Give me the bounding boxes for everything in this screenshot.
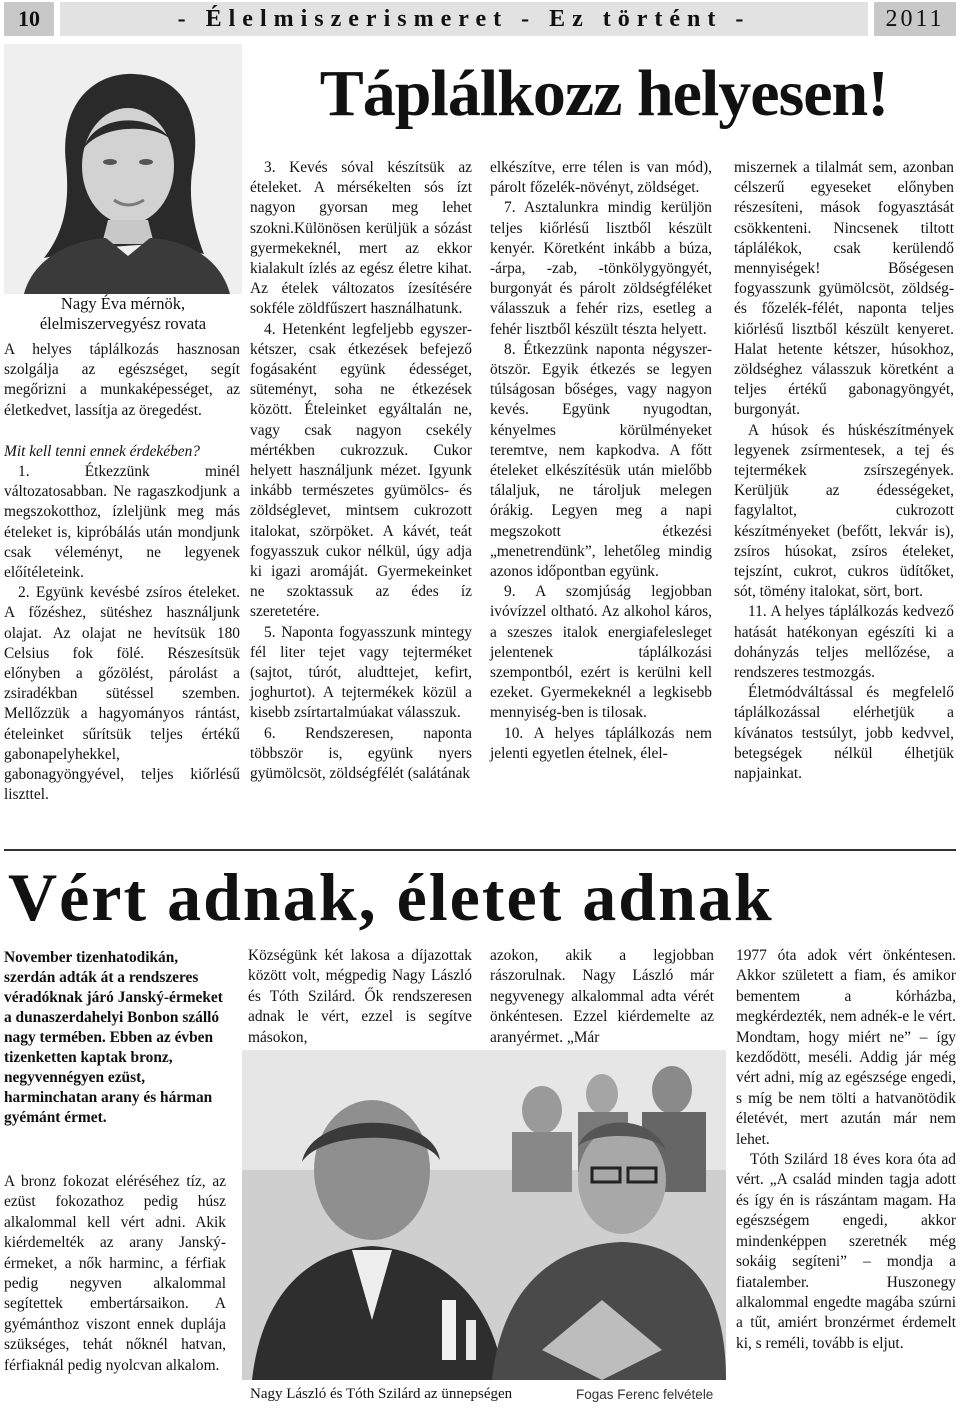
paragraph: 9. A szomjúság legjobban ivóvízzel oltható. Az alkohol káros, a szeszes italok energiafelesleget jelentenek táplálkozási szempontból, ezért is kerülni kell ezeket. Gyermekeknél a legkisebb mennyiség-ben is tilosak. <box>490 583 712 722</box>
article1-column-4 <box>734 158 954 784</box>
paragraph: Községünk két lakosa a díjazottak között volt, mégpedig Nagy László és Tóth Szilárd. Ők rendszeresen adnak le vért, ezzel is segítve másokon, <box>248 947 472 1046</box>
paragraph: 7. Asztalunkra mindig kerüljön teljes kiőrlésű lisztből készült kenyér. Köretként inkább a búza, -árpa, -zab, -tönkölygyöngyét, burgonyát és párolt zöldségféléket válasszuk a fehér rizs, esetleg a fehér lisztből készült tészta helyett. <box>490 199 712 338</box>
question-heading: Mit kell tenni ennek érdekében? <box>4 442 200 460</box>
author-portrait <box>4 44 242 294</box>
paragraph: 5. Naponta fogyasszunk mintegy fél liter tejet vagy tejterméket (sajtot, túrót, aludttejet, kefirt, joghurtot). A tejtermékek közül a kisebb zsírtartalmúakat válasszuk. <box>250 623 472 722</box>
section-divider <box>4 849 956 851</box>
caption-line-1: Nagy Éva mérnök, <box>60 294 186 313</box>
photo-credit: Fogas Ferenc felvétele <box>576 1387 714 1402</box>
article1-column-2 <box>250 158 472 784</box>
article2-column-4 <box>736 946 956 1354</box>
paragraph: A húsok és húskészítmények legyenek zsírmentesek, a tej és tejtermékek zsírszegények. Kerüljük az édességeket, fagylaltot, cukrozott készítményeket (befőtt, lekvár is), zsíros húsokat, zsíros ételeket, tejszínt, cukrot, cukros üdítőket, sót, tömény italokat, sört, bort. <box>734 421 954 601</box>
paragraph: 3. Kevés sóval készítsük az ételeket. A mérsékelten sós ízt nagyon gyorsan meg lehet szokni.Különösen kerüljük a sózást gyermekeknél, mert az ekkor kialakult ízlés az egész életre kihat. Az ételek változatos ízesítésére sokféle zöldfűszert használhatunk. <box>250 159 472 318</box>
paragraph: 2. Együnk kevésbé zsíros ételeket. A főzéshez, sütéshez használjunk olajat. Az olajat ne hevítsük 180 Celsius fok fölé. Részesítsük előnyben a gőzölést, párolást a zsiradékban sütéssel szemben. Mellőzzük a hagyományos rántást, ételeinket sűrítsük teljes értékű gabonapelyhekkel, gabonagyöngyével, teljes kiőrlésű liszttel. <box>4 584 240 804</box>
page-header <box>0 0 960 40</box>
paragraph: elkészítve, erre télen is van mód), párolt főzelék-növényt, zöldséget. <box>490 159 712 197</box>
photo-caption: Nagy László és Tóth Szilárd az ünnepségen <box>250 1386 513 1402</box>
caption-line-2: élelmiszervegyész rovata <box>39 314 207 333</box>
paragraph: 6. Rendszeresen, naponta többször is, együnk nyers gyümölcsöt, zöldségfélét (salátának <box>250 724 472 783</box>
event-photo <box>242 1050 726 1380</box>
paragraph: Életmódváltással és megfelelő táplálkozással elérhetjük a kívánatos testsúlyt, jobb kedvvel, betegségek nélkül élhetjük napjainkat. <box>734 684 954 783</box>
page-number: 10 <box>4 2 54 36</box>
article2-column-3 <box>490 946 714 1048</box>
paragraph: 1. Étkezzünk minél változatosabban. Ne ragaszkodjunk a megszokotthoz, ízleljünk meg más ételeket is, kipróbálás után mondjunk csak véleményt, ne legyenek előítéleteink. <box>4 463 240 582</box>
paragraph: 8. Étkezzünk naponta négyszer-ötször. Egyik étkezés se legyen túlságosan bőséges, vagy nagyon kevés. Együnk nyugodtan, kényelmes körülményeket teremtve, nem kapkodva. A főtt ételeket elkészítésük után mielőbb tálaljuk, ne tároljuk melegen órákig. Legyen meg a napi megszokott étkezési „menetrendünk”, lehetőleg mindig azonos időpontban együnk. <box>490 340 712 581</box>
portrait-caption <box>4 294 242 334</box>
paragraph: 10. A helyes táplálkozás nem jelenti egyetlen ételnek, élel- <box>490 724 712 762</box>
paragraph: Tóth Szilárd 18 éves kora óta ad vért. „A család minden tagja adott és így én is rászántam magam. Ha egészségem engedi, akkor mindenképpen szeretnék még sokáig segíteni” – mondja a fiatalember. Huszonegy alkalommal engedte magába szúrni a tűt, amiért bronzérmet érdemelt ki, s reméli, tovább is eljut. <box>736 1151 956 1352</box>
section-title: - Élelmiszerismeret - Ez történt - <box>60 2 868 36</box>
paragraph: azokon, akik a legjobban rászorulnak. Nagy László már negyvenegy alkalommal adta vérét önkéntesen. Ezzel kiérdemelte az aranyérmet. „Már <box>490 947 714 1046</box>
article2-column-1 <box>4 1172 226 1376</box>
paragraph: 4. Hetenként legfeljebb egyszer-kétszer, csak étkezések befejező fogásaként együnk édességet, süteményt, soha ne étkezések között. Ételeinket egyáltalán ne, vagy csak nagyon csekély mértékben cukrozzuk. Cukor helyett használjunk mézet. Igyunk inkább természetes gyümölcs- és zöldséglevet, mintsem cukrozott italokat, szörpöket. A kávét, teát fogyasszuk cukor nélkül, úgy adja ki igazi aromáját. Gyermekeinket ne szoktassuk az édes íz szeretetére. <box>250 320 472 621</box>
issue-year: 2011 <box>874 2 956 36</box>
intro-paragraph: A helyes táplálkozás hasznosan szolgálja az egészséget, segít megőrizni a munkaképességet, az életkedvet, lassítja az öregedést. <box>4 341 240 419</box>
paragraph: 11. A helyes táplálkozás kedvező hatását hatékonyan egészíti ki a dohányzás teljes mellőzése, a rendszeres testmozgás. <box>734 603 954 682</box>
article-title: Vért adnak, életet adnak <box>8 859 774 935</box>
paragraph: 1977 óta adok vért önkéntesen. Akkor született a fiam, és amikor bementem a kórházba, megkérdezték, nem adnék-e le vért. Mondtam, hogy miért ne” – így kezdődött, meséli. Addig jár még vért adni, míg az egészsége engedi, s míg be nem tölti a hatvanötödik életévét, mert azután már nem lehet. <box>736 947 956 1148</box>
paragraph: A bronz fokozat eléréséhez tíz, az ezüst fokozathoz pedig húsz alkalommal kell vért adni. Akik kiérdemelték az arany Janský-érmeket, a nők harminc, a férfiak pedig negyven alkalommal segítettek embertársaikon. A gyémánthoz viszont ennek duplája szükséges, tehát nőknél hatvan, férfiaknál pedig nyolcvan alkalom. <box>4 1173 226 1374</box>
article1-column-1 <box>4 340 240 805</box>
article-lead: November tizenhatodikán, szerdán adták át a rendszeres véradóknak járó Janský-érmeket a dunaszerdahelyi Bonbon szálló nagy termében. Ebben az évben tizenketten kaptak bronz, negyvennégyen ezüst, harminchatan arany és hárman gyémánt érmet. <box>4 949 223 1126</box>
article2-column-2 <box>248 946 472 1048</box>
article-title: Táplálkozz helyesen! <box>319 57 889 130</box>
paragraph: miszernek a tilalmát sem, azonban célszerű egyeseket előnyben részesíteni, mások fogyasztását csökkenteni. Nincsenek tiltott táplálékok, csak kerülendő mennyiségek! Bőségesen fogyasszunk gyümölcsöt, zöldség- és főzelék-félét, naponta teljes kiőrlésű lisztből készült kenyeret. Halat hetente kétszer, húsokhoz, zöldséghez válasszuk köretként a teljes értékű gabonagyöngyét, burgonyát. <box>734 159 954 419</box>
article1-column-3 <box>490 158 712 764</box>
